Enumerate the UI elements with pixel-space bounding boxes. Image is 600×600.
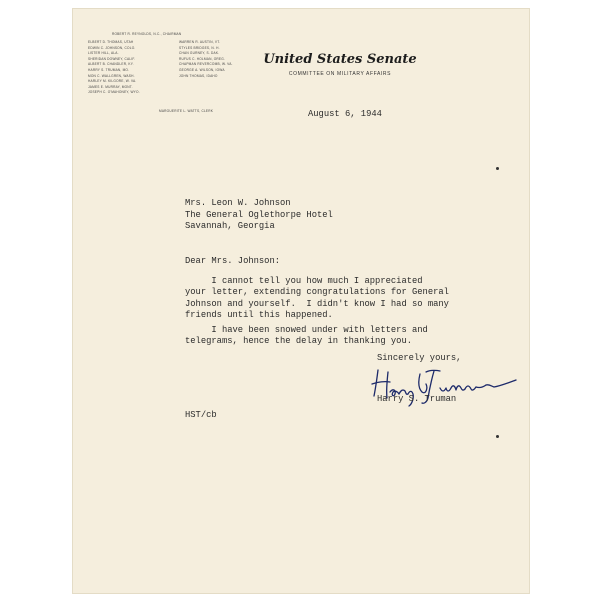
member-name: CHAPMAN REVERCOMB, W. VA. [179,62,233,67]
address-line: The General Oglethorpe Hotel [185,209,333,220]
clerk-line: MARGUERITE L. WATTS, CLERK [159,109,214,113]
member-name: WARREN R. AUSTIN, VT. [179,40,221,44]
body-paragraph-2: I have been snowed under with letters and telegrams, hence the delay in thanking you. [185,325,428,347]
salutation: Dear Mrs. Johnson: [185,256,281,266]
letter-page [72,8,530,594]
member-name: LISTER HILL, ALA. [88,51,119,56]
closing: Sincerely yours, [377,353,462,363]
paper-mark [496,167,499,170]
address-line: Savannah, Georgia [185,221,275,231]
member-name: ELBERT D. THOMAS, UTAH [88,40,134,44]
letter-date: August 6, 1944 [308,109,382,119]
signer-name: Harry S. Truman [377,394,457,404]
member-name: SHERIDAN DOWNEY, CALIF. [88,56,136,61]
member-name: CHAN GURNEY, S. DAK. [179,51,220,56]
member-name: JAMES E. MURRAY, MONT. [88,84,133,89]
reference-initials: HST/cb [185,410,217,420]
member-name: RUFUS C. HOLMAN, OREG. [179,56,226,61]
member-name: ALBERT B. CHANDLER, KY. [88,62,134,67]
member-name: HARLEY M. KILGORE, W. VA. [88,79,137,84]
letterhead-title: United States Senate [263,52,417,67]
recipient-address [185,198,333,233]
member-name: MON C. WALLGREN, WASH. [88,73,135,78]
member-name: JOSEPH C. O'MAHONEY, WYO. [88,90,140,95]
member-name: EDWIN C. JOHNSON, COLO. [88,45,136,50]
committee-members-left [88,40,140,96]
address-line: Mrs. Leon W. Johnson [185,198,291,208]
member-name: STYLES BRIDGES, N. H. [179,45,220,50]
member-name: GEORGE A. WILSON, IOWA [179,67,225,72]
committee-members-right [179,40,233,79]
chairman-line: ROBERT R. REYNOLDS, N.C., CHAIRMAN [112,32,182,36]
body-paragraph-1: I cannot tell you how much I appreciated your letter, extending congratulations for General Johnson and yourself. I didn't know I had so many friends until this happened. [185,276,449,321]
committee-name: COMMITTEE ON MILITARY AFFAIRS [288,71,392,77]
paper-mark [496,435,499,438]
member-name: JOHN THOMAS, IDAHO [179,73,218,78]
member-name: HARRY S. TRUMAN, MO. [88,67,130,72]
